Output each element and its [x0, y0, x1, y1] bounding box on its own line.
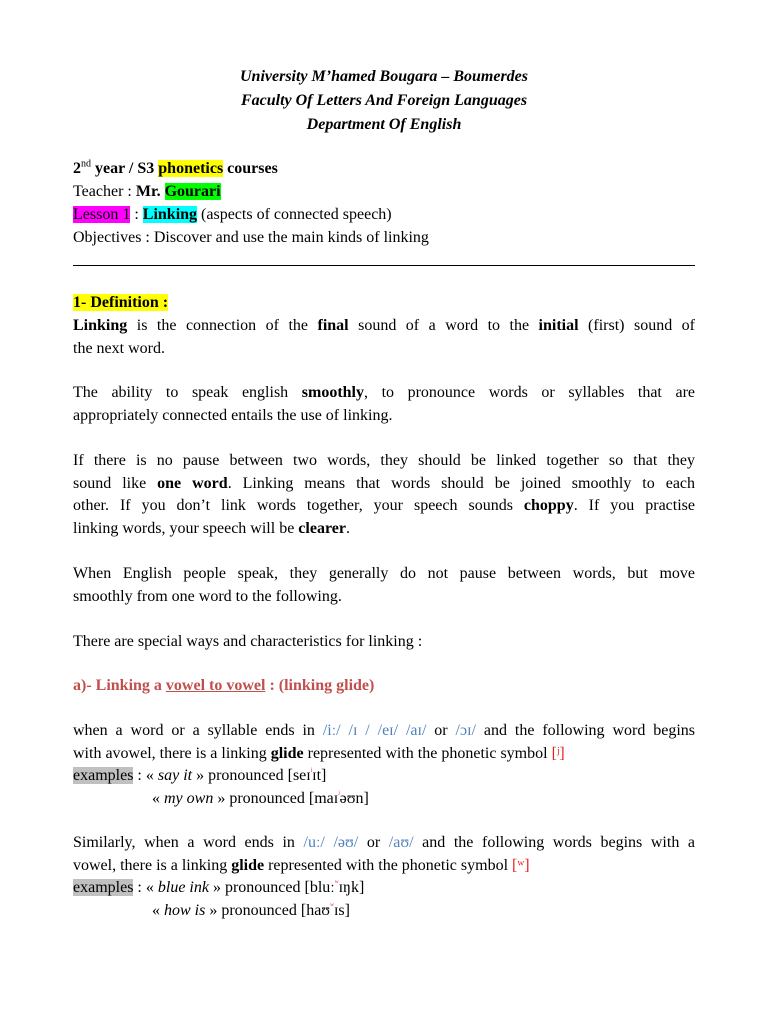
lesson-topic: Linking: [142, 206, 198, 223]
examples-label: examples: [73, 879, 134, 896]
teacher-name: Gourari: [164, 183, 221, 200]
university-title: University M’hamed Bougara – Boumerdes: [239, 68, 528, 85]
examples-label: examples: [73, 767, 134, 784]
definition-p2-line1: The ability to speak english smoothly, to pronounce words or syllables that are: [73, 384, 695, 401]
section-a-example1: examples : « say it » pronounced [seɪ$^ʲ$ɪt]: [73, 765, 327, 784]
lesson-label: Lesson 1: [73, 206, 131, 223]
faculty-title: Faculty Of Letters And Foreign Languages: [240, 92, 528, 109]
objectives-line: Objectives : Discover and use the main kinds of linking: [73, 229, 429, 246]
definition-p3-line4: linking words, your speech will be clearer.: [73, 520, 350, 537]
section-a-example2: « my own » pronounced [maɪ$^ʲ$əʊn]: [152, 788, 369, 807]
definition-p4-line2: smoothly from one word to the following.: [73, 588, 342, 605]
definition-p5: There are special ways and characteristics for linking :: [73, 633, 423, 650]
glide-symbol-j: [ʲ]: [551, 745, 565, 762]
section-a-line1: when a word or a syllable ends in /iː/ /ɪ / /eɪ/ /aɪ/ or /ɔɪ/ and the following word begins: [73, 722, 696, 739]
definition-p1-line1: Linking is the connection of the final sound of a word to the initial (first) sound of: [73, 317, 696, 334]
phonetics-highlight: phonetics: [158, 160, 224, 177]
teacher-line: Teacher : Mr. Gourari: [73, 183, 221, 200]
definition-p3-line2: sound like one word. Linking means that words should be joined smoothly to each: [73, 475, 696, 492]
section-b-example2: « how is » pronounced [haʊ$^ʷ$ɪs]: [152, 900, 350, 919]
lesson-line: Lesson 1 : Linking (aspects of connected speech): [73, 206, 392, 223]
course-line: 2nd year / S3 phonetics courses: [73, 158, 278, 177]
section-a-heading: a)- Linking a vowel to vowel : (linking glide): [73, 677, 375, 694]
definition-p3-line1: If there is no pause between two words, they should be linked together so that they: [73, 452, 695, 469]
glide-symbol-w: [ʷ]: [512, 857, 530, 874]
divider: [73, 265, 695, 266]
definition-heading: 1- Definition :: [73, 294, 169, 311]
definition-p1-line2: the next word.: [73, 340, 165, 357]
definition-p2-line2: appropriately connected entails the use of linking.: [73, 407, 393, 424]
definition-p3-line3: other. If you don’t link words together, your speech sounds choppy. If you practise: [73, 497, 695, 514]
definition-p4-line1: When English people speak, they generally do not pause between words, but move: [73, 565, 695, 582]
section-b-example1: examples : « blue ink » pronounced [bluː$^ʷ$ɪŋk]: [73, 877, 365, 896]
department-title: Department Of English: [306, 116, 462, 133]
section-b-line2: vowel, there is a linking glide represented with the phonetic symbol [ʷ]: [73, 857, 530, 874]
section-a-line2: with avowel, there is a linking glide represented with the phonetic symbol [ʲ]: [73, 745, 565, 762]
section-b-line1: Similarly, when a word ends in /uː/ /əʊ/ or /aʊ/ and the following words begins with a: [73, 834, 696, 851]
